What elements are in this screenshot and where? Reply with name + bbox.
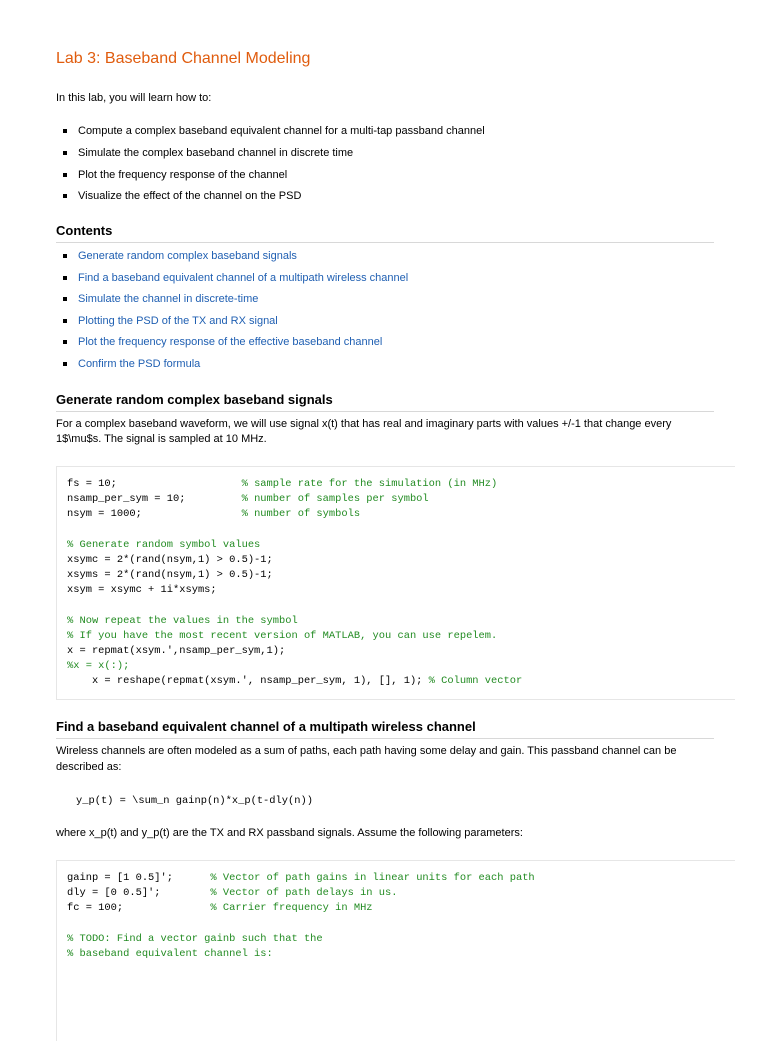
code-line [67,492,522,507]
code-line [67,538,522,553]
bullet-icon [63,276,67,280]
code-text: x = reshape(repmat(xsym.', nsamp_per_sym, 1), [], 1); [67,675,429,688]
objective-item [56,188,485,210]
section2-text-line2: described as: [56,761,122,773]
section2-text-line1: Wireless channels are often modeled as a sum of paths, each path having some delay and gain. This passband channel can be [56,745,677,757]
code-comment: % TODO: Find a vector gainb such that the [67,932,323,945]
code-text: nsym = 1000; [67,508,242,521]
bullet-icon [63,173,67,177]
code-line [67,629,522,644]
code-comment: % number of symbols [241,508,361,521]
code-comment: % baseband equivalent channel is: [67,947,273,960]
code-line [67,477,522,492]
section1-text-line2: 1$\mu$s. The signal is sampled at 10 MHz. [56,433,267,445]
toc-link-simulate-channel[interactable]: Simulate the channel in discrete-time [78,293,259,306]
code-line [67,553,522,568]
code-line [67,674,522,689]
code-line [67,659,522,674]
objective-item [56,123,485,145]
code-line [67,644,522,659]
code-line [67,932,535,947]
objective-item [56,145,485,167]
bullet-icon [63,362,67,366]
bullet-icon [63,151,67,155]
contents-item [56,356,408,378]
code-text: xsym = xsymc + 1i*xsyms; [67,584,217,597]
code-comment: % number of samples per symbol [241,493,429,506]
code-comment: % Carrier frequency in MHz [210,902,373,915]
objective-item [56,167,485,189]
code-line [67,871,535,886]
contents-item [56,248,408,270]
code-line [67,507,522,522]
code-line [67,599,522,614]
toc-link-generate-signals[interactable]: Generate random complex baseband signals [78,250,297,262]
toc-link-frequency-response[interactable]: Plot the frequency response of the effective baseband channel [78,336,383,349]
code-text: x = repmat(xsym.',nsamp_per_sym,1); [67,645,286,658]
section1-text-line1: For a complex baseband waveform, we will use signal x(t) that has real and imaginary parts with values +/-1 that change every [56,418,672,430]
toc-link-confirm-psd[interactable]: Confirm the PSD formula [78,357,201,370]
bullet-icon [63,297,67,301]
code-line [67,886,535,901]
code-comment: % Now repeat the values in the symbol [67,614,298,627]
code-comment: % Vector of path delays in us. [210,887,398,900]
code-line [67,614,522,629]
code-text: fs = 10; [67,478,242,490]
code-listing-2 [57,871,545,962]
code-text: dly = [0 0.5]'; [67,887,211,900]
code-line [67,947,535,962]
code-line [67,523,522,538]
bullet-icon [63,194,67,198]
contents-item [56,270,408,292]
page-title: Lab 3: Baseband Channel Modeling [56,50,311,67]
code-block-1 [56,466,735,700]
section2-after-text: where x_p(t) and y_p(t) are the TX and RX passband signals. Assume the following parameters: [56,827,523,839]
contents-item [56,313,408,335]
objectives-list [56,123,485,210]
objective-text: Plot the frequency response of the channel [78,168,288,181]
code-text: nsamp_per_sym = 10; [67,493,242,506]
code-text: xsymc = 2*(rand(nsym,1) > 0.5)-1; [67,553,273,566]
code-text: gainp = [1 0.5]'; [67,872,211,884]
contents-item [56,291,408,313]
channel-equation: y_p(t) = \sum_n gainp(n)*x_p(t-dly(n)) [76,795,313,807]
code-line [67,583,522,598]
code-line [67,917,535,932]
contents-heading: Contents [56,223,714,243]
bullet-icon [63,254,67,258]
objective-text: Visualize the effect of the channel on the PSD [78,190,302,203]
section2-heading: Find a baseband equivalent channel of a multipath wireless channel [56,719,714,739]
code-listing-1 [57,477,532,690]
code-block-2 [56,860,735,1041]
code-line [67,901,535,916]
contents-list [56,248,408,378]
code-comment: %x = x(:); [67,660,130,673]
bullet-icon [63,340,67,344]
code-line [67,568,522,583]
intro-text: In this lab, you will learn how to: [56,92,212,104]
bullet-icon [63,129,67,133]
toc-link-plot-psd[interactable]: Plotting the PSD of the TX and RX signal [78,314,278,327]
code-comment: % If you have the most recent version of MATLAB, you can use repelem. [67,629,498,642]
toc-link-baseband-channel[interactable]: Find a baseband equivalent channel of a multipath wireless channel [78,271,409,284]
code-comment: % sample rate for the simulation (in MHz) [241,478,498,490]
code-comment: % Vector of path gains in linear units for each path [210,872,535,884]
code-comment: % Generate random symbol values [67,538,261,551]
code-text: fc = 100; [67,902,211,915]
bullet-icon [63,319,67,323]
code-text: xsyms = 2*(rand(nsym,1) > 0.5)-1; [67,569,273,582]
code-comment: % Column vector [428,675,523,688]
contents-item [56,334,408,356]
objective-text: Compute a complex baseband equivalent channel for a multi-tap passband channel [78,125,485,137]
section1-heading: Generate random complex baseband signals [56,392,714,412]
objective-text: Simulate the complex baseband channel in discrete time [78,146,354,159]
